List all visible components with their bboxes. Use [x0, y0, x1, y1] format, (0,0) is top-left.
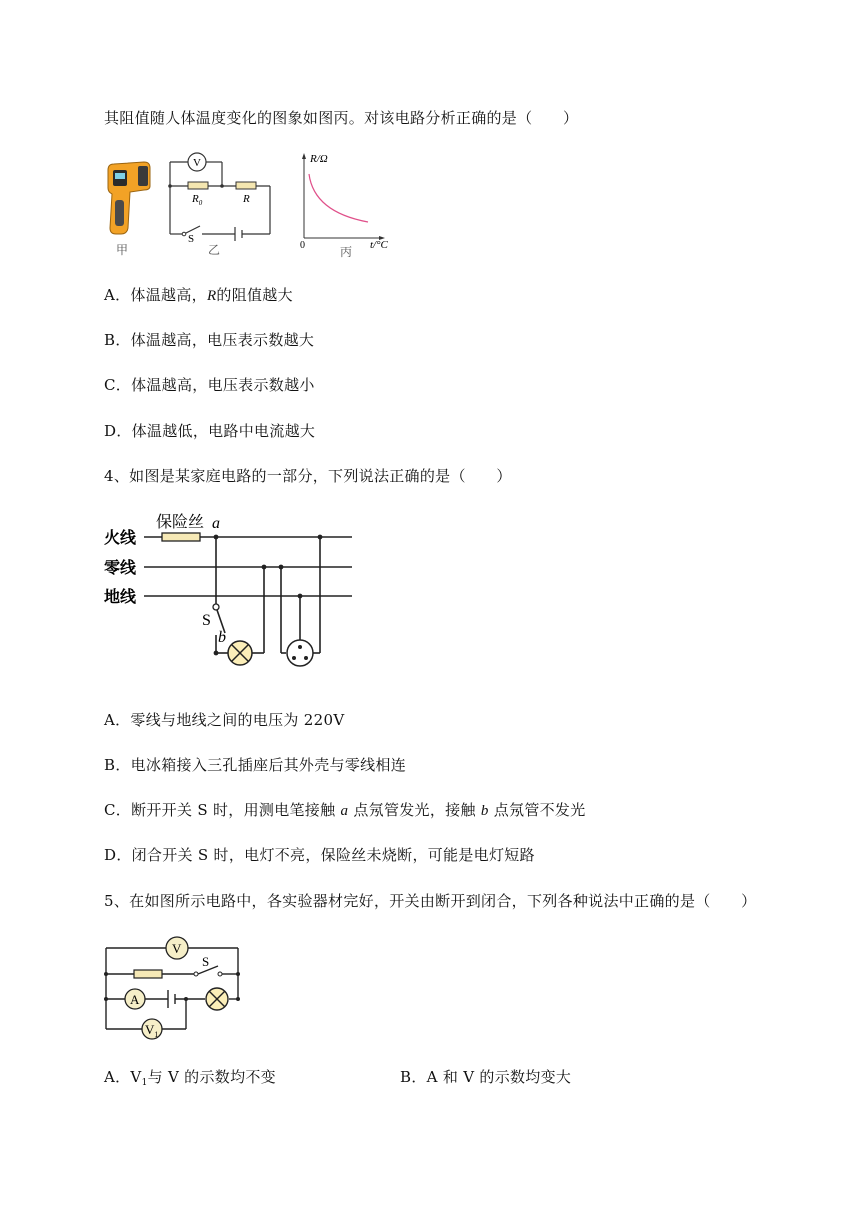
switch-s-label: S: [202, 954, 210, 969]
label-bing: 丙: [340, 245, 353, 259]
q4-option-a: A．零线与地线之间的电压为 220V: [104, 711, 345, 729]
voltmeter-label: V: [193, 157, 201, 169]
r-label: R: [243, 193, 250, 205]
q5-stem: 5、在如图所示电路中，各实验器材完好，开关由断开到闭合，下列各种说法中正确的是（ ）: [104, 892, 757, 910]
q4-figure: [100, 510, 360, 670]
live-wire-label: 火线: [104, 530, 137, 547]
fuse-label: 保险丝: [156, 514, 205, 531]
graph-origin: 0: [300, 240, 305, 251]
q5-option-a: A．$V_1$与 V 的示数均不变: [104, 1068, 276, 1088]
switch-label: S: [188, 233, 195, 245]
q3-option-d: D．体温越低，电路中电流越大: [104, 422, 316, 440]
label-jia: 甲: [116, 243, 129, 257]
resistor-r0: [188, 182, 208, 189]
ammeter-label: A: [130, 992, 140, 1007]
resistor-icon: [134, 970, 162, 978]
lamp-icon: [206, 988, 228, 1010]
resistor-r: [236, 182, 256, 189]
q3-option-c: C．体温越高，电压表示数越小: [104, 376, 315, 394]
q3-figure: [100, 150, 400, 262]
point-a-label: a: [212, 515, 220, 532]
circuit-yi: [170, 162, 270, 241]
graph-y-axis-label: R/Ω: [310, 153, 328, 165]
fuse-icon: [162, 533, 200, 541]
label-yi: 乙: [208, 243, 221, 257]
q3-option-b: B．体温越高，电压表示数越大: [104, 331, 315, 349]
resistance-curve: [309, 174, 368, 222]
q5-option-b: B．A 和 V 的示数均变大: [400, 1068, 572, 1086]
graph-x-axis-label: t/°C: [370, 239, 388, 251]
q4-option-d: D．闭合开关 S 时，电灯不亮，保险丝未烧断，可能是电灯短路: [104, 846, 535, 864]
q5-figure: [100, 932, 250, 1044]
q4-stem: 4、如图是某家庭电路的一部分，下列说法正确的是（ ）: [104, 467, 512, 485]
neutral-wire-label: 零线: [104, 560, 137, 577]
thermometer-gun-icon: [108, 162, 150, 234]
voltmeter-v1-label: $V_1$: [145, 1022, 159, 1039]
q4-option-c: C．断开开关 S 时，用测电笔接触 a 点氖管发光，接触 b 点氖管不发光: [104, 801, 586, 819]
voltmeter-v-label: V: [172, 941, 182, 956]
switch-s-label: S: [202, 612, 211, 629]
socket-icon: [287, 640, 313, 666]
q3-stem: 其阻值随人体温度变化的图象如图丙。对该电路分析正确的是（ ）: [104, 109, 579, 127]
point-b-label: b: [218, 629, 226, 646]
lamp-icon: [228, 641, 252, 665]
graph-bing: [302, 153, 385, 240]
q3-option-a: A．体温越高，R的阻值越大: [104, 286, 293, 304]
q4-option-b: B．电冰箱接入三孔插座后其外壳与零线相连: [104, 756, 407, 774]
r0-label: $R_0$: [192, 193, 203, 207]
ground-wire-label: 地线: [104, 589, 137, 606]
